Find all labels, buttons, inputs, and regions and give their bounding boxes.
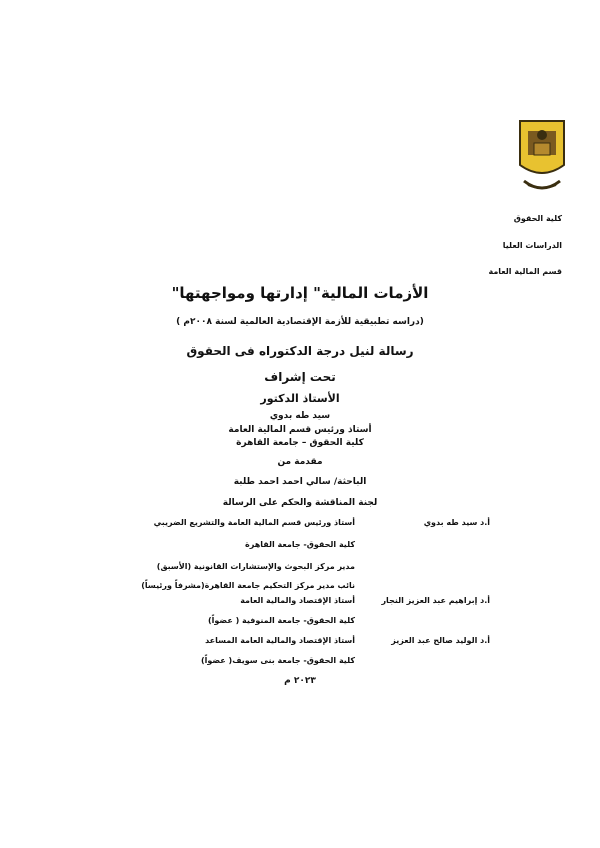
committee-member-line: كلية الحقوق- جامعة المنوفية ( عضواً): [208, 616, 355, 625]
committee-member-line: نائب مدير مركز التحكيم جامعة القاهرة(مشرفاً ورئيساً): [141, 581, 355, 590]
professor-title: الأستاذ الدكتور: [260, 392, 340, 405]
presented-by-label: مقدمة من: [277, 457, 323, 467]
studies-label: الدراسات العليا: [502, 241, 562, 250]
committee-member-line: أستاذ الإقتصاد والمالية العامة المساعد: [205, 636, 355, 645]
committee-heading: لجنة المناقشة والحكم على الرسالة: [222, 498, 378, 508]
supervision-label: تحت إشراف: [264, 370, 336, 384]
thesis-purpose: رسالة لنيل درجة الدكتوراه فى الحقوق: [186, 344, 414, 358]
department-label: قسم المالية العامة: [488, 267, 562, 276]
committee-member-name: أ.د سيد طه بدوي: [423, 518, 490, 527]
committee-member-name: أ.د إبراهيم عبد العزيز النجار: [381, 596, 490, 605]
supervisor-name: سيد طه بدوي: [269, 411, 331, 421]
university-logo: [514, 115, 570, 195]
thesis-title: الأزمات المالية" إدارتها ومواجهتها": [171, 284, 429, 302]
committee-member-name: أ.د الوليد صالح عبد العزيز: [391, 636, 490, 645]
committee-member-line: كلية الحقوق- جامعة القاهرة: [245, 540, 355, 549]
faculty-label: كلية الحقوق: [513, 214, 562, 223]
committee-member-line: كلية الحقوق- جامعة بنى سويف( عضواً): [200, 656, 355, 665]
committee-member-line: مدير مركز البحوث والإستشارات القانونية (الأسبق): [156, 562, 355, 571]
supervisor-faculty: كلية الحقوق – جامعة القاهرة: [236, 438, 364, 448]
committee-member-line: أستاذ ورئيس قسم المالية العامة والتشريع الضريبي: [153, 518, 355, 527]
committee-member-line: أستاذ الإقتصاد والمالية العامة: [240, 596, 355, 605]
thesis-subtitle: (دراسه تطبيقية للأزمة الإقتصادية العالمية لسنة ٢٠٠٨م ): [176, 317, 424, 327]
researcher-name: الباحثة/ سالي احمد احمد طلبة: [233, 477, 367, 487]
supervisor-position: أستاذ ورئيس قسم المالية العامة: [228, 425, 372, 435]
year-label: ٢٠٢٣ م: [284, 676, 316, 686]
